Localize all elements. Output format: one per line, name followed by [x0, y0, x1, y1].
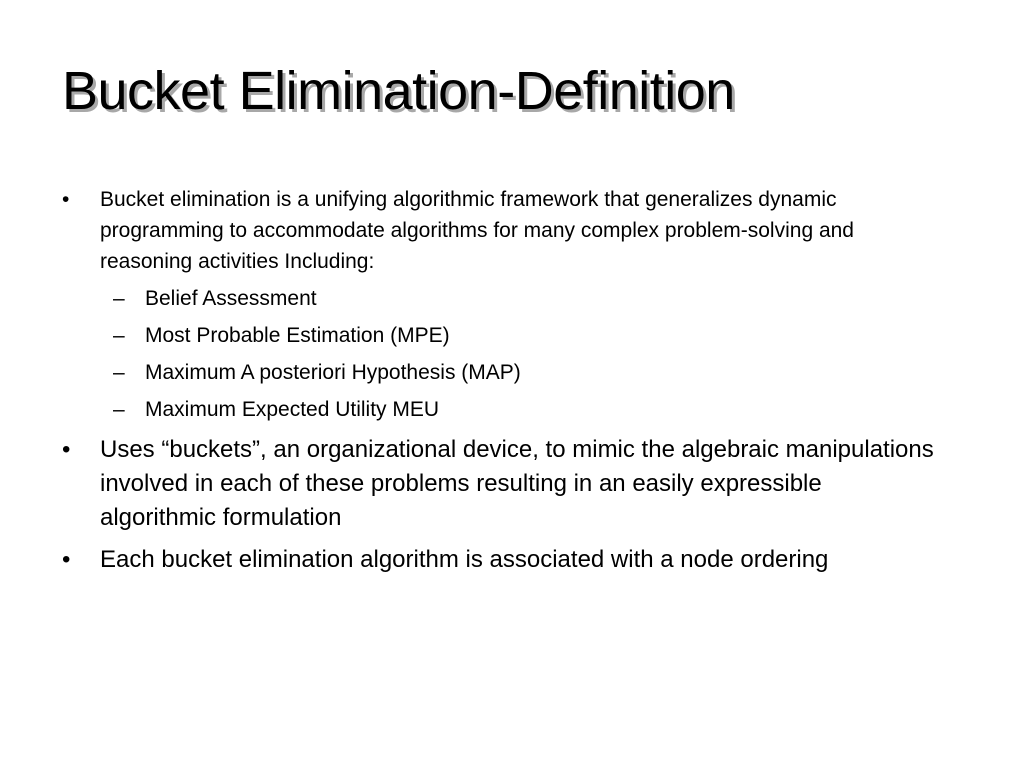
sub-item-mpe	[58, 321, 938, 351]
sub-marker: –	[113, 361, 125, 384]
slide-content	[58, 184, 938, 577]
sub-item-meu	[58, 395, 938, 425]
bullet-text: Uses “buckets”, an organizational device, to mimic the algebraic manipulations involved in each of these problems resulting in an easily expressible algorithmic formulation	[100, 436, 934, 531]
bullet-marker: •	[62, 188, 70, 211]
sub-item-map	[58, 358, 938, 388]
sub-item-text: Maximum Expected Utility MEU	[145, 398, 440, 421]
sub-marker: –	[113, 287, 125, 310]
sub-item-text: Most Probable Estimation (MPE)	[145, 324, 450, 347]
sub-item-text: Maximum A posteriori Hypothesis (MAP)	[145, 361, 521, 384]
sub-list	[58, 284, 938, 425]
bullet-item-ordering	[58, 543, 938, 577]
sub-marker: –	[113, 324, 125, 347]
bullet-item-framework	[58, 184, 938, 277]
bullet-item-buckets	[58, 433, 938, 535]
bullet-marker: •	[62, 436, 71, 463]
sub-item-belief-assessment	[58, 284, 938, 314]
bullet-marker: •	[62, 546, 71, 573]
bullet-text: Each bucket elimination algorithm is associated with a node ordering	[100, 546, 829, 573]
sub-item-text: Belief Assessment	[145, 287, 317, 310]
bullet-text: Bucket elimination is a unifying algorithmic framework that generalizes dynamic programming to accommodate algorithms for many complex problem-solving and reasoning activities Including:	[100, 188, 854, 273]
slide-title: Bucket Elimination-Definition	[62, 61, 735, 121]
sub-marker: –	[113, 398, 125, 421]
